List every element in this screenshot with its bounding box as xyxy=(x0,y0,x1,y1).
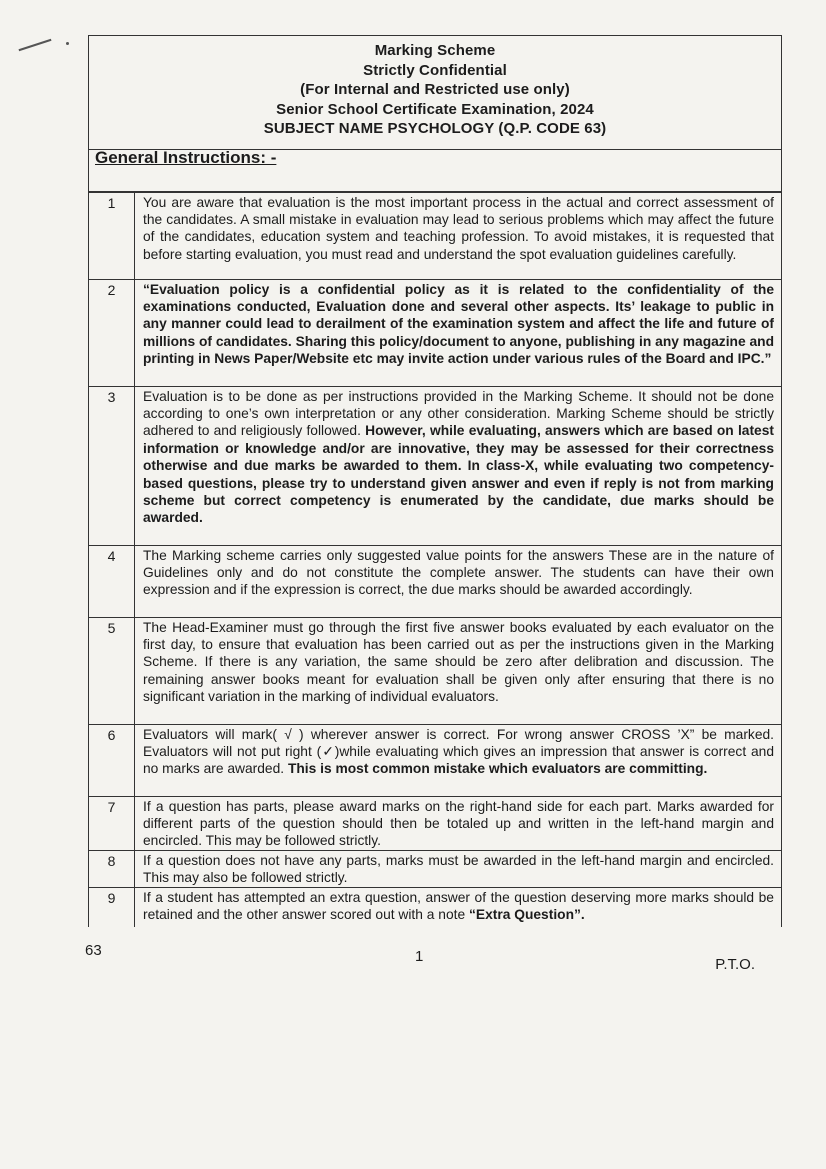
page-footer xyxy=(85,940,755,973)
row-number: 3 xyxy=(89,386,135,545)
instruction-text: The Head-Examiner must go through the first five answer books evaluated by each evaluator on the first day, to ensure that evaluation has been carried out as per the instructions given in the Marking Scheme. If there is any variation, the same should be zero after delibration and discussion. The remaining answer books meant for evaluation shall be given only after ensuring that there is no significant variation in the marking of individual evaluators. xyxy=(135,617,782,724)
table-row xyxy=(89,724,781,796)
instruction-text-plain: Evaluators will mark( √ ) wherever answer is correct. For wrong answer CROSS ’X” be marked. Evaluators will not put right (✓)while evaluating which gives an impression that answer is correct and no marks are awarded. xyxy=(143,726,774,777)
row-number: 5 xyxy=(89,617,135,724)
row-number: 4 xyxy=(89,545,135,617)
page-number: 1 xyxy=(415,948,424,965)
instruction-text xyxy=(135,386,782,545)
table-row xyxy=(89,617,781,724)
instruction-text: If a question does not have any parts, marks must be awarded in the left-hand margin and encircled. This may also be followed strictly. xyxy=(135,850,782,887)
please-turn-over: P.T.O. xyxy=(715,956,755,973)
instruction-text xyxy=(135,724,782,796)
row-number: 8 xyxy=(89,850,135,887)
general-instructions-heading xyxy=(89,147,781,192)
row-number: 7 xyxy=(89,796,135,850)
instruction-text-bold: However, while evaluating, answers which are based on latest information or knowledge and/or are innovative, they may be assessed for their correctness otherwise and due marks be awarded to them. In class-X, while evaluating two competency-based questions, please try to understand given answer and even if reply is not from marking scheme but correct competency is enumerated by the candidate, due marks should be awarded. xyxy=(143,423,774,526)
header-line-2: Strictly Confidential xyxy=(363,61,507,79)
instruction-text-plain: Evaluation is to be done as per instructions provided in the Marking Scheme. It should not be done according to one’s own interpretation or any other consideration. Marking Scheme should be strictly adhered to and religiously followed. xyxy=(143,388,774,439)
instructions-table xyxy=(89,192,781,928)
paper-code: 63 xyxy=(85,942,102,959)
table-row xyxy=(89,850,781,887)
row-number: 2 xyxy=(89,279,135,386)
general-instructions-title: General Instructions: - xyxy=(95,147,277,167)
row-number: 9 xyxy=(89,887,135,927)
instruction-text: You are aware that evaluation is the most important process in the actual and correct assessment of the candidates. A small mistake in evaluation may lead to serious problems which may affect the future of the candidates, education system and teaching profession. To avoid mistakes, it is requested that before starting evaluation, you must read and understand the spot evaluation guidelines carefully. xyxy=(135,192,782,279)
instruction-text: If a question has parts, please award marks on the right-hand side for each part. Marks awarded for different parts of the question should then be totaled up and written in the left-hand margin and encircled. This may be followed strictly. xyxy=(135,796,782,850)
pen-dot xyxy=(66,42,69,45)
header-line-5: SUBJECT NAME PSYCHOLOGY (Q.P. CODE 63) xyxy=(263,120,607,137)
row-number: 6 xyxy=(89,724,135,796)
table-row xyxy=(89,279,781,386)
row-number: 1 xyxy=(89,192,135,279)
document-header xyxy=(89,36,781,150)
instruction-text xyxy=(135,887,782,927)
header-line-1: Marking Scheme xyxy=(374,42,496,59)
instruction-text: “Evaluation policy is a confidential policy as it is related to the confidentiality of the examinations conducted, Evaluation done and several other aspects. Its’ leakage to public in any manner could lead to derailment of the examination system and affect the life and future of millions of candidates. Sharing this policy/document to anyone, publishing in any magazine and printing in News Paper/Website etc may invite action under various rules of the Board and IPC.” xyxy=(135,279,782,386)
header-line-4: Senior School Certificate Examination, 2024 xyxy=(276,100,594,118)
table-row xyxy=(89,386,781,545)
table-row xyxy=(89,192,781,279)
instruction-text: The Marking scheme carries only suggested value points for the answers These are in the nature of Guidelines only and do not constitute the complete answer. The students can have their own expression and if the expression is correct, the due marks should be awarded accordingly. xyxy=(135,545,782,617)
pen-mark xyxy=(19,39,52,51)
table-row xyxy=(89,545,781,617)
document-sheet xyxy=(88,35,782,927)
header-line-3: (For Internal and Restricted use only) xyxy=(300,81,570,98)
table-row xyxy=(89,887,781,927)
instruction-text-bold: “Extra Question”. xyxy=(468,906,585,922)
instruction-text-bold: This is most common mistake which evaluators are committing. xyxy=(287,761,708,777)
instruction-text-plain: If a student has attempted an extra question, answer of the question deserving more marks should be retained and the other answer scored out with a note xyxy=(143,889,774,922)
table-row xyxy=(89,796,781,850)
